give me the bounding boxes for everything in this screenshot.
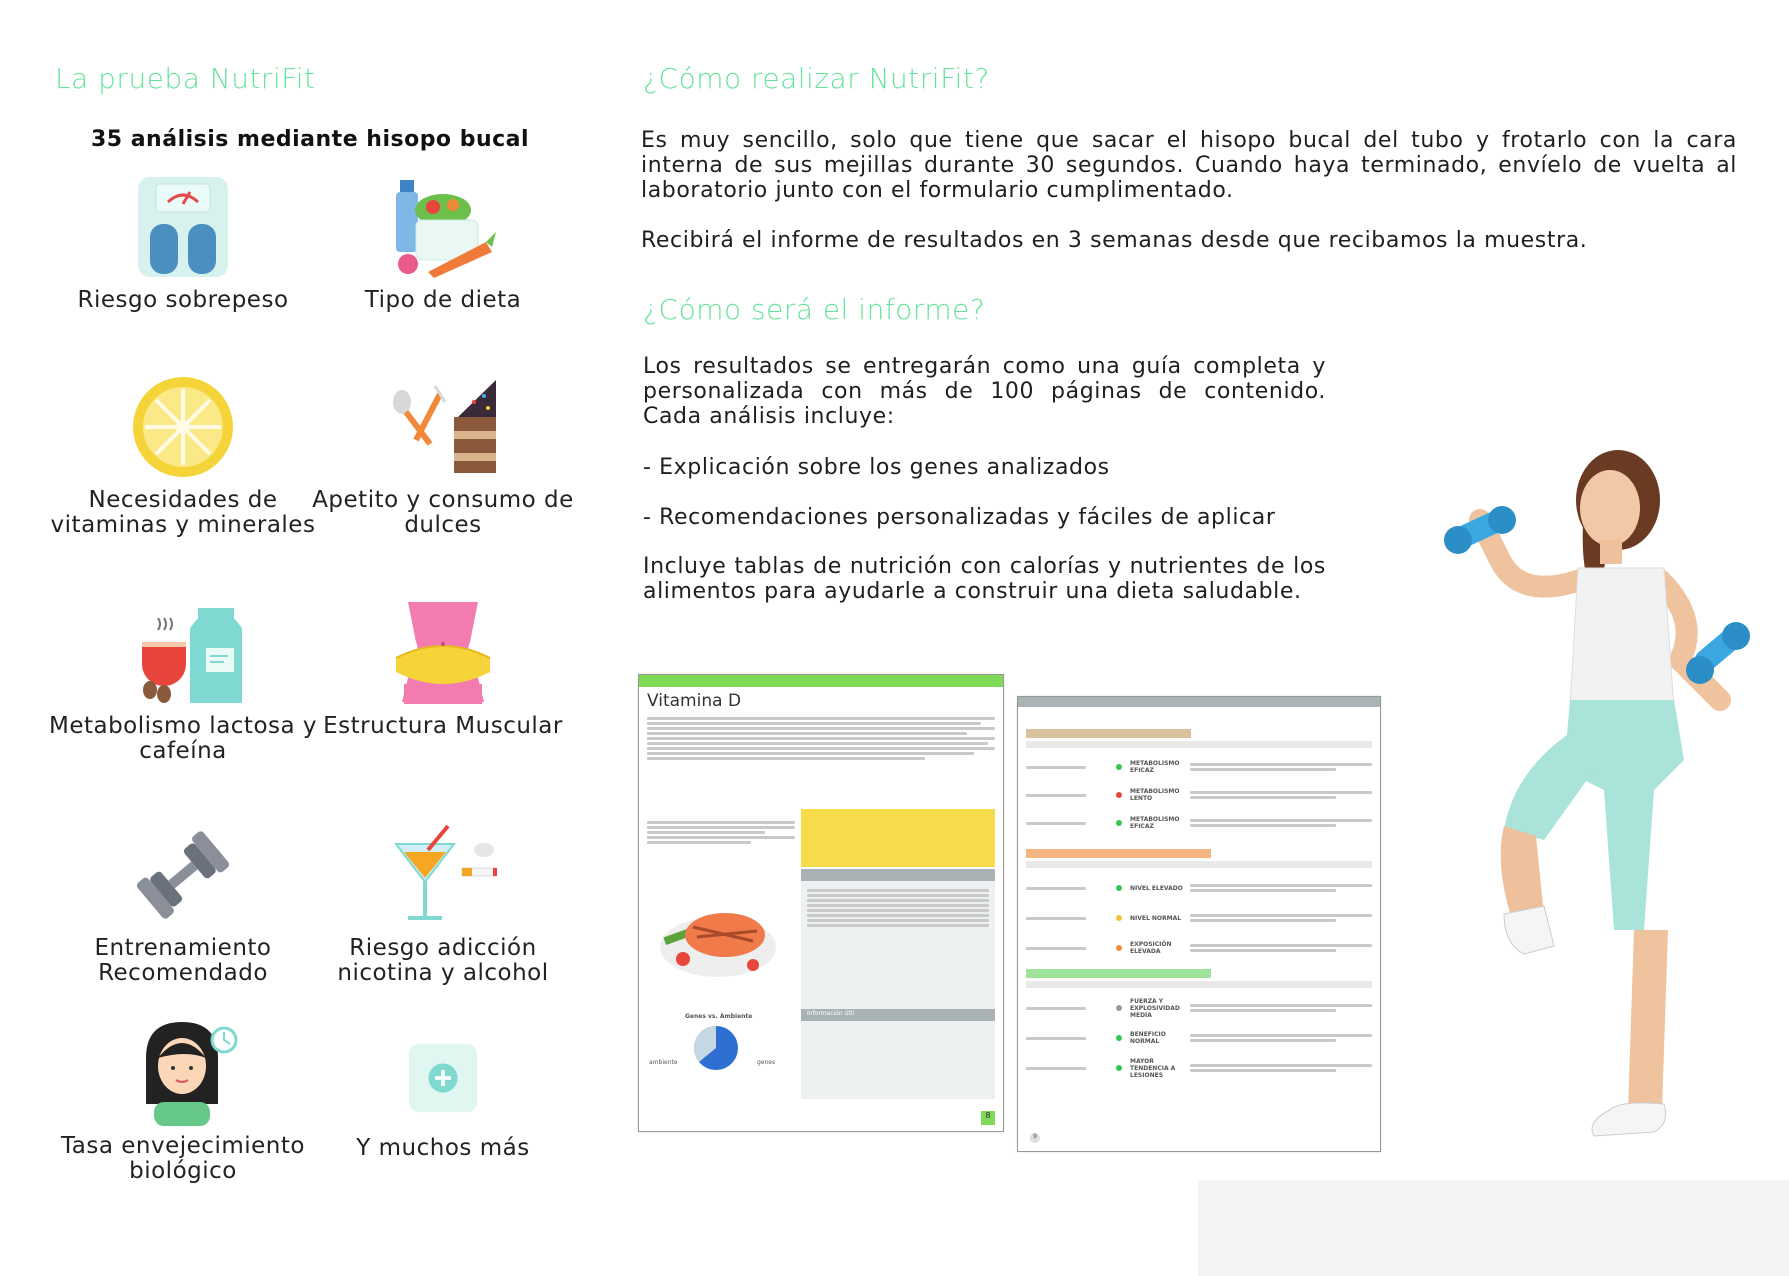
- feature-label: Y muchos más: [356, 1135, 530, 1161]
- feature-muchos-mas: [303, 1018, 583, 1161]
- feature-riesgo-sobrepeso: [43, 172, 323, 313]
- feature-vitaminas: [43, 372, 323, 538]
- feature-label: Riesgo sobrepeso: [77, 287, 289, 313]
- doc-row-status: NIVEL NORMAL: [1130, 914, 1182, 922]
- lemon-icon: [128, 372, 238, 482]
- doc-row-status: METABOLISMO LENTO: [1130, 788, 1180, 802]
- subtitle: 35 análisis mediante hisopo bucal: [90, 127, 530, 152]
- doc-row-status: METABOLISMO EFICAZ: [1130, 816, 1180, 830]
- waist-icon: [388, 598, 498, 708]
- doc-row-status: METABOLISMO EFICAZ: [1130, 760, 1180, 774]
- feature-label: Entrenamiento Recomendado: [94, 935, 272, 986]
- cocktail-icon: [363, 820, 523, 930]
- feature-envejecimiento: [43, 1018, 323, 1184]
- how-text-2: Recibirá el informe de resultados en 3 semanas desde que recibamos la muestra.: [641, 228, 1588, 253]
- how-title: ¿Cómo realizar NutriFit?: [643, 62, 990, 95]
- feature-tipo-de-dieta: [303, 172, 583, 313]
- feature-label: Tipo de dieta: [364, 287, 522, 313]
- feature-estructura-muscular: [303, 598, 583, 739]
- woman-clock-icon: [113, 1018, 253, 1128]
- feature-label: Necesidades de vitaminas y minerales: [50, 487, 316, 538]
- doc-page-number: 8: [981, 1111, 995, 1125]
- feature-label: Estructura Muscular: [323, 713, 563, 739]
- doc-row-status: NIVEL ELEVADO: [1130, 884, 1183, 892]
- report-title: ¿Cómo será el informe?: [643, 293, 986, 326]
- doc-pie-chart: [681, 1023, 751, 1073]
- feature-label: Apetito y consumo de dulces: [312, 487, 574, 538]
- doc-chart-title: Genes vs. Ambiente: [685, 1013, 753, 1020]
- doc-legend-right: genes: [757, 1059, 776, 1066]
- doc-row-status: FUERZA Y EXPLOSIVIDAD MEDIA: [1130, 997, 1180, 1019]
- bullet-genes: - Explicación sobre los genes analizados: [643, 455, 1110, 480]
- feature-lactosa-cafeina: [43, 598, 323, 764]
- bullet-recomendaciones: - Recomendaciones personalizadas y fáciles de aplicar: [643, 505, 1276, 530]
- doc-section: Información útil: [807, 1010, 855, 1017]
- doc-header-bar: [639, 675, 1003, 687]
- feature-adiccion: [303, 820, 583, 986]
- report-text: Los resultados se entregarán como una guía completa y personalizada con más de 100 páginas de contenido. Cada análisis incluye:: [643, 354, 1326, 429]
- report-preview-vitamin-d: [638, 674, 1004, 1132]
- feature-apetito: [303, 372, 583, 538]
- scale-icon: [128, 172, 238, 282]
- doc-highlight-box: [801, 809, 995, 867]
- feature-label: Tasa envejecimiento biológico: [61, 1133, 305, 1184]
- groceries-icon: [388, 172, 498, 282]
- doc-row-status: EXPOSICIÓN ELEVADA: [1130, 941, 1172, 955]
- feature-label: Metabolismo lactosa y cafeína: [48, 713, 318, 764]
- doc-page-number: 9: [1030, 1133, 1040, 1143]
- coffee-milk-icon: [103, 598, 263, 708]
- dumbbell-icon: [128, 820, 238, 930]
- section-title-nutrifit: La prueba NutriFit: [55, 62, 316, 95]
- doc-heading: Vitamina D: [647, 691, 742, 711]
- cake-icon: [343, 372, 543, 482]
- how-text: Es muy sencillo, solo que tiene que sacar el hisopo bucal del tubo y frotarlo con la cara interna de sus mejillas durante 30 segundos. Cuando haya terminado, envíelo de vuelta al laboratorio junto con el formulario cumplimentado.: [641, 128, 1737, 203]
- doc-row-status: BENEFICIO NORMAL: [1130, 1031, 1166, 1045]
- doc-row-status: MAYOR TENDENCIA A LESIONES: [1130, 1057, 1176, 1079]
- report-text-2: Incluye tablas de nutrición con calorías y nutrientes de los alimentos para ayudarle a construir una dieta saludable.: [643, 554, 1326, 604]
- doc-legend-left: ambiente: [649, 1059, 678, 1066]
- fitness-woman-image: [1360, 430, 1760, 1200]
- plus-icon: [403, 1038, 483, 1118]
- salmon-image: [653, 887, 783, 987]
- report-preview-table: [1017, 696, 1381, 1152]
- feature-label: Riesgo adicción nicotina y alcohol: [337, 935, 549, 986]
- feature-entrenamiento: [43, 820, 323, 986]
